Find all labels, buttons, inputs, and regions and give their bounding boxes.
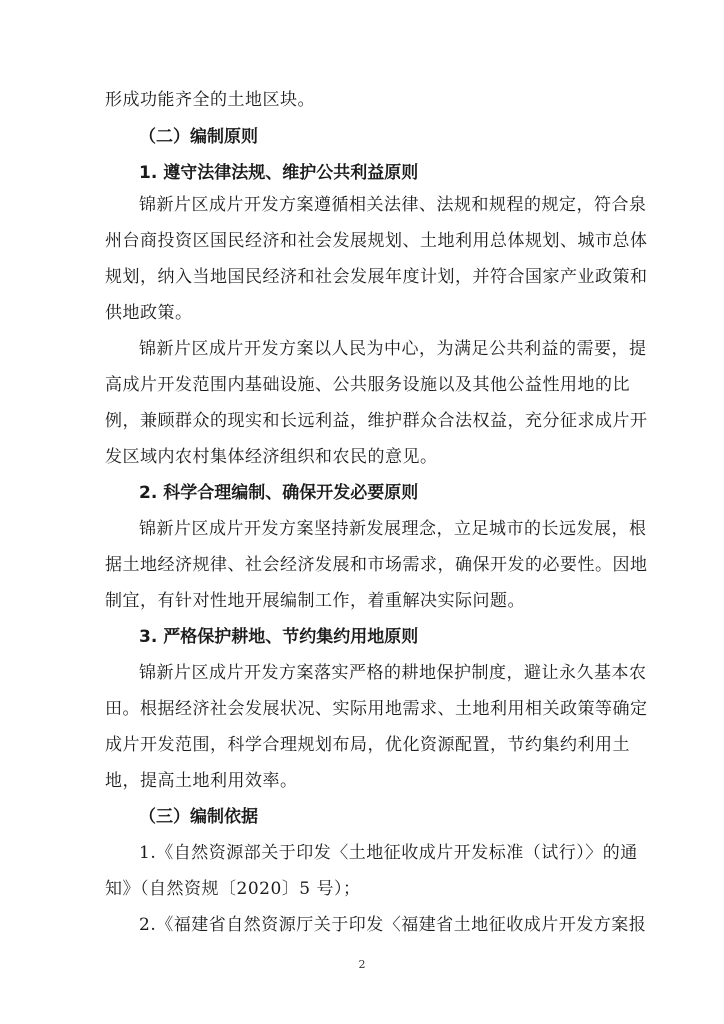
subheading-farmland-protection: 3. 严格保护耕地、节约集约用地原则 bbox=[139, 627, 419, 647]
paragraph-line: 州台商投资区国民经济和社会发展规划、土地利用总体规划、城市总体 bbox=[105, 231, 648, 251]
paragraph-line: 锦新片区成片开发方案坚持新发展理念，立足城市的长远发展，根 bbox=[139, 519, 647, 539]
paragraph-line: 据土地经济规律、社会经济发展和市场需求，确保开发的必要性。因地 bbox=[105, 555, 648, 575]
paragraph-line: 规划，纳入当地国民经济和社会发展年度计划，并符合国家产业政策和 bbox=[105, 267, 648, 287]
paragraph-line: 发区域内农村集体经济组织和农民的意见。 bbox=[105, 447, 438, 467]
paragraph-line: 锦新片区成片开发方案落实严格的耕地保护制度，避让永久基本农 bbox=[139, 663, 647, 683]
paragraph-line: 例，兼顾群众的现实和长远利益，维护群众合法权益，充分征求成片开 bbox=[105, 411, 648, 431]
paragraph-line: 制宜，有针对性地开展编制工作，着重解决实际问题。 bbox=[105, 591, 525, 611]
subheading-scientific-planning: 2. 科学合理编制、确保开发必要原则 bbox=[139, 483, 419, 503]
paragraph-line: 锦新片区成片开发方案以人民为中心，为满足公共利益的需要，提 bbox=[139, 339, 647, 359]
paragraph-line: 田。根据经济社会发展状况、实际用地需求、土地利用相关政策等确定 bbox=[105, 699, 648, 719]
paragraph-line: 锦新片区成片开发方案遵循相关法律、法规和规程的规定，符合泉 bbox=[139, 195, 647, 215]
paragraph-line: 形成功能齐全的土地区块。 bbox=[105, 90, 315, 110]
paragraph-line: 知》（自然资规〔2020〕5 号）； bbox=[105, 879, 361, 899]
paragraph-line: 高成片开发范围内基础设施、公共服务设施以及其他公益性用地的比 bbox=[105, 375, 630, 395]
paragraph-line: 1.《自然资源部关于印发〈土地征收成片开发标准（试行）〉的通 bbox=[139, 843, 638, 863]
paragraph-line: 地，提高土地利用效率。 bbox=[105, 771, 298, 791]
paragraph-line: 成片开发范围，科学合理规划布局，优化资源配置，节约集约利用土 bbox=[105, 735, 630, 755]
section-heading-basis: （三）编制依据 bbox=[139, 807, 258, 827]
subheading-law-compliance: 1. 遵守法律法规、维护公共利益原则 bbox=[139, 163, 419, 183]
section-heading-principles: （二）编制原则 bbox=[139, 127, 258, 147]
paragraph-line: 供地政策。 bbox=[105, 303, 193, 323]
paragraph-line: 2.《福建省自然资源厅关于印发〈福建省土地征收成片开发方案报 bbox=[139, 915, 647, 935]
page-number: 2 bbox=[358, 958, 366, 971]
